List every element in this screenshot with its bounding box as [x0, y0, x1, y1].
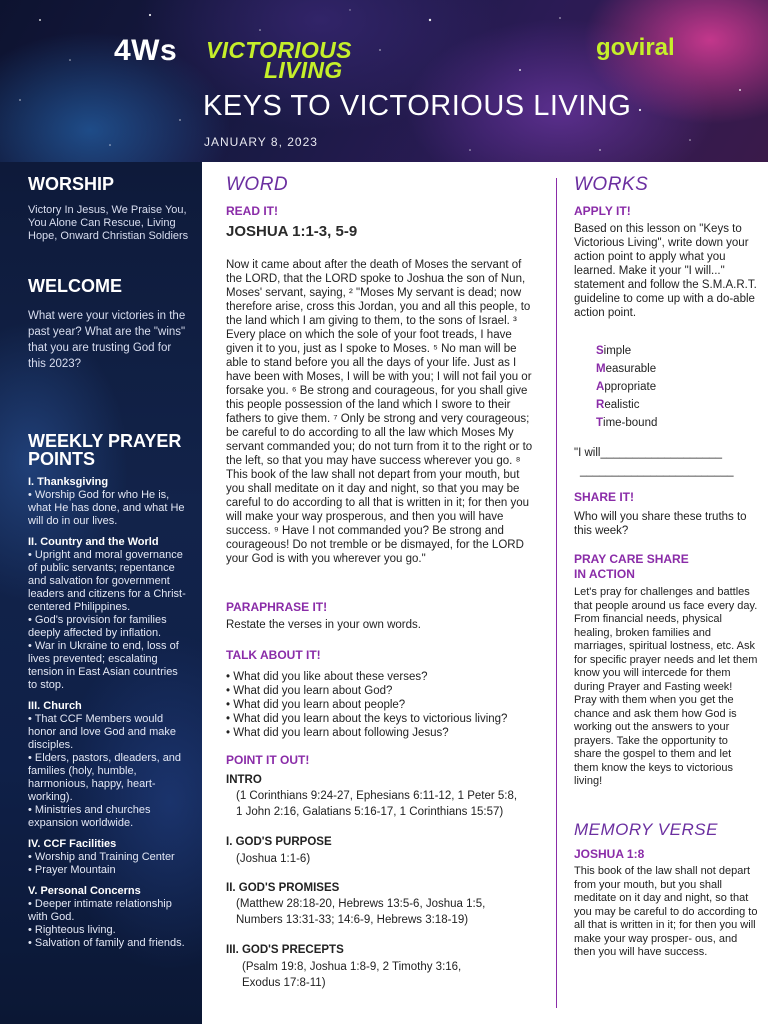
- memory-verse-reference: JOSHUA 1:8: [574, 847, 645, 861]
- outline-heading: II. GOD'S PROMISES: [226, 882, 340, 894]
- i-will-statement-blank: [574, 444, 758, 480]
- smart-item-appropriate: Appropriate: [596, 381, 657, 393]
- prayer-group: [28, 838, 190, 877]
- list-item: • What did you like about these verses?: [226, 671, 428, 683]
- apply-it-label: APPLY IT!: [574, 204, 631, 218]
- prayer-group-heading: V. Personal Concerns: [28, 885, 141, 897]
- paraphrase-label: PARAPHRASE IT!: [226, 600, 328, 614]
- prayer-item: • Deeper intimate relationship with God.: [28, 898, 172, 923]
- paraphrase-text: Restate the verses in your own words.: [226, 619, 421, 631]
- prayer-points-heading: [28, 432, 181, 468]
- list-item: • What did you learn about following Jesus?: [226, 727, 449, 739]
- prayer-heading-line-1: WEEKLY PRAYER: [28, 431, 182, 451]
- header-banner: [0, 0, 768, 162]
- works-title: WORKS: [574, 174, 649, 195]
- pray-label-line-2: IN ACTION: [574, 567, 635, 581]
- worship-heading: WORSHIP: [28, 174, 115, 194]
- prayer-item: • Worship and Training Center: [28, 851, 175, 863]
- prayer-group: [28, 476, 190, 528]
- prayer-group: [28, 536, 190, 692]
- list-item: • What did you learn about God?: [226, 685, 393, 697]
- column-divider: [556, 178, 557, 1008]
- pray-label-line-1: PRAY CARE SHARE: [574, 552, 689, 566]
- logo-line-1: VICTORIOUS: [206, 37, 352, 63]
- read-it-label: READ IT!: [226, 204, 278, 218]
- prayer-item: • That CCF Members would honor and love God and make disciples.: [28, 713, 176, 751]
- brand-4ws-logo: 4Ws: [114, 34, 178, 67]
- prayer-item: • Prayer Mountain: [28, 864, 116, 876]
- pray-care-share-label: [574, 552, 689, 582]
- smart-guideline-list: [596, 342, 657, 432]
- prayer-item: • War in Ukraine to end, loss of lives prevented; escalating tension in East Asian countries to stop.: [28, 640, 179, 691]
- outline-heading: III. GOD'S PRECEPTS: [226, 944, 344, 956]
- apply-text: Based on this lesson on "Keys to Victorious Living", write down your action point to apply what you learned. Make it your "I will..." statement and follow the S.M.A.R.T. guideline to come up with a do-able action point.: [574, 223, 757, 319]
- share-it-label: SHARE IT!: [574, 490, 634, 504]
- prayer-group: [28, 700, 190, 830]
- prayer-item: • Righteous living.: [28, 924, 116, 936]
- prayer-group-heading: II. Country and the World: [28, 536, 159, 548]
- prayer-group: [28, 885, 190, 950]
- logo-line-2: LIVING: [264, 57, 343, 83]
- memory-verse-text: This book of the law shall not depart from your mouth, but you shall meditate on it day and night, so that you may be careful to do according to all that is written in it; for then you will make your way prosper- ous, and then you will have success.: [574, 865, 758, 958]
- prayer-item: • Ministries and churches expansion worldwide.: [28, 804, 151, 829]
- starfield-background: [0, 0, 768, 162]
- smart-item-simple: Simple: [596, 345, 632, 357]
- prayer-item: • God's provision for families deeply affected by inflation.: [28, 614, 167, 639]
- prayer-group-heading: I. Thanksgiving: [28, 476, 109, 488]
- passage-reference: JOSHUA 1:1-3, 5-9: [226, 223, 358, 240]
- welcome-text: What were your victories in the past year? What are the "wins" that you are trusting God for this 2023?: [28, 310, 186, 370]
- outline-references: (1 Corinthians 9:24-27, Ephesians 6:11-12, 1 Peter 5:8, 1 John 2:16, Galatians 5:16-17, 1 Corinthians 15:57): [236, 790, 518, 818]
- pray-care-share-text: Let's pray for challenges and battles that people around us face every day. From financial needs, physical healing, broken families and marriages, spiritual lostness, etc. Ask for specific prayer needs and let them know you will intercede for them during Prayer and Fasting week! Pray with them when you get the chance and ask them how God is working out the answers to your prayers. Take the opportunity to share the gospel to them and let them know the keys to victorious living!: [574, 586, 758, 787]
- share-text: Who will you share these truths to this week?: [574, 511, 747, 537]
- outline-references: (Psalm 19:8, Joshua 1:8-9, 2 Timothy 3:16, Exodus 17:8-11): [242, 961, 462, 989]
- prayer-item: • Upright and moral governance of public servants; repentance and salvation for government leaders and citizens for a Christ-centered Philippines.: [28, 549, 186, 613]
- prayer-heading-line-2: POINTS: [28, 449, 96, 469]
- memory-verse-title: MEMORY VERSE: [574, 820, 718, 839]
- list-item: • What did you learn about people?: [226, 699, 406, 711]
- talk-questions-list: [226, 670, 538, 740]
- scripture-text: Now it came about after the death of Moses the servant of the LORD, that the LORD spoke to Joshua the son of Nun, Moses' servant, saying, ² "Moses My servant is dead; now therefore arise, cross this Jordan, you and all this people, to the land which I am giving to them, to the sons of Israel. ³ Every place on which the sole of your foot treads, I have given it to you, just as I spoke to Moses. ⁵ No man will be able to stand before you all the days of your life. Just as I have been with Moses, I will be with you; I will not fail you or forsake you. ⁶ Be strong and courageous, for you shall give this people possession of the land which I swore to their fathers to give them. ⁷ Only be strong and very courageous; be careful to do according to all the law which Moses My servant commanded you; do not turn from it to the right or to the left, so that you may have success wherever you go. ⁸ This book of the law shall not depart from your mouth, but you shall meditate on it day and night, so that you may be careful to do according to all that is written in it; for then you will make your way prosperous, and then you will have success. ⁹ Have I not commanded you? Be strong and courageous! Do not tremble or be dismayed, for the LORD your God is with you wherever you go.": [226, 259, 533, 565]
- i-will-line-2: ________________________: [580, 465, 734, 477]
- sidebar: [0, 162, 202, 1024]
- prayer-item: • Salvation of family and friends.: [28, 937, 185, 949]
- i-will-line-1: "I will___________________: [574, 447, 722, 459]
- prayer-points-list: [28, 476, 190, 958]
- worship-text: Victory In Jesus, We Praise You, You Alone Can Rescue, Living Hope, Onward Christian Soldiers: [28, 204, 189, 242]
- point-it-out-label: POINT IT OUT!: [226, 753, 310, 767]
- word-title: WORD: [226, 174, 289, 195]
- smart-item-realistic: Realistic: [596, 399, 640, 411]
- page-title: KEYS TO VICTORIOUS LIVING: [203, 90, 632, 122]
- outline-references: (Matthew 28:18-20, Hebrews 13:5-6, Joshua 1:5, Numbers 13:31-33; 14:6-9, Hebrews 3:18-19): [236, 898, 486, 926]
- prayer-item: • Worship God for who He is, what He has done, and what He will do in our lives.: [28, 489, 185, 527]
- page-date: JANUARY 8, 2023: [204, 135, 318, 149]
- list-item: • What did you learn about the keys to victorious living?: [226, 713, 508, 725]
- welcome-heading: WELCOME: [28, 276, 122, 296]
- victorious-living-logo: [206, 37, 352, 83]
- goviral-logo: goviral: [596, 34, 675, 61]
- prayer-item: • Elders, pastors, dleaders, and families (holy, humble, harmonious, happy, heart-working).: [28, 752, 182, 803]
- smart-item-measurable: Measurable: [596, 363, 657, 375]
- smart-item-time-bound: Time-bound: [596, 417, 658, 429]
- prayer-group-heading: IV. CCF Facilities: [28, 838, 117, 850]
- talk-about-it-label: TALK ABOUT IT!: [226, 648, 321, 662]
- prayer-group-heading: III. Church: [28, 700, 82, 712]
- outline-heading: I. GOD'S PURPOSE: [226, 836, 332, 848]
- outline-references: (Joshua 1:1-6): [236, 853, 311, 865]
- outline-heading: INTRO: [226, 774, 262, 786]
